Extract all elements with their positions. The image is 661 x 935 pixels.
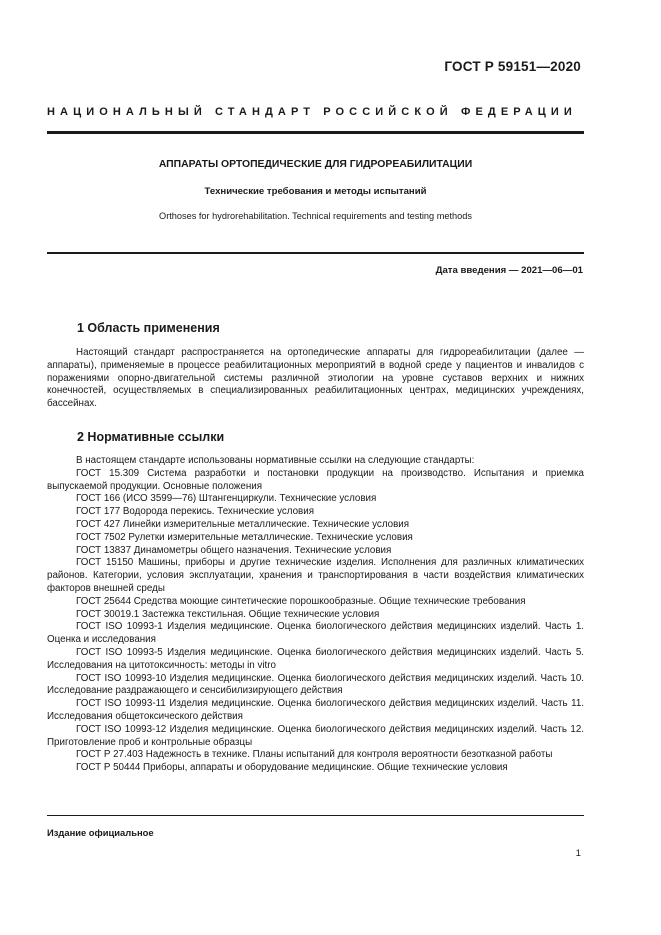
reference-item: ГОСТ ISO 10993-12 Изделия медицинские. Оценка биологического действия медицинских изделий. Часть 12. Приготовление проб и контрольные образцы [47, 723, 584, 748]
reference-item: ГОСТ Р 27.403 Надежность в технике. Планы испытаний для контроля вероятности безотказной работы [76, 749, 553, 761]
footer-divider [47, 815, 584, 816]
reference-item: ГОСТ ISO 10993-11 Изделия медицинские. Оценка биологического действия медицинских изделий. Часть 11. Исследования общетоксического действия [47, 698, 584, 722]
official-edition-label: Издание официальное [47, 827, 154, 838]
reference-item: ГОСТ ISO 10993-5 Изделия медицинские. Оценка биологического действия медицинских изделий. Часть 5. Исследования на цитотоксичность: методы in vitro [47, 646, 584, 671]
national-standard-banner: НАЦИОНАЛЬНЫЙ СТАНДАРТ РОССИЙСКОЙ ФЕДЕРАЦИИ [47, 106, 577, 118]
reference-item: ГОСТ 25644 Средства моющие синтетические порошкообразные. Общие технические требования [76, 595, 526, 607]
document-number: ГОСТ Р 59151—2020 [444, 59, 581, 74]
reference-item: ГОСТ 7502 Рулетки измерительные металлические. Технические условия [76, 531, 413, 543]
page-number: 1 [575, 848, 581, 859]
standard-title: АППАРАТЫ ОРТОПЕДИЧЕСКИЕ ДЛЯ ГИДРОРЕАБИЛИТАЦИИ [158, 159, 473, 170]
reference-item: ГОСТ 166 (ИСО 3599—76) Штангенциркули. Технические условия [76, 493, 377, 505]
reference-list [47, 468, 584, 775]
section-1-body [47, 347, 584, 411]
reference-item: ГОСТ 15.309 Система разработки и постановки продукции на производство. Испытания и приемка выпускаемой продукции. Основные положения [47, 467, 584, 492]
reference-item: ГОСТ 30019.1 Застежка текстильная. Общие технические условия [76, 608, 380, 620]
standard-subtitle: Технические требования и методы испытаний [204, 186, 427, 197]
section-1-heading: 1 Область применения [77, 321, 220, 335]
normative-references [47, 455, 584, 775]
section-2-heading: 2 Нормативные ссылки [77, 430, 225, 444]
reference-item: ГОСТ ISO 10993-10 Изделия медицинские. Оценка биологического действия медицинских изделий. Часть 10. Исследование раздражающего и сенсибилизирующего действия [47, 672, 584, 697]
reference-item: ГОСТ Р 50444 Приборы, аппараты и оборудование медицинские. Общие технические условия [76, 762, 508, 774]
reference-item: ГОСТ 177 Водорода перекись. Технические условия [76, 506, 315, 518]
introduction-date: Дата введения — 2021—06—01 [435, 265, 583, 276]
reference-item: ГОСТ 15150 Машины, приборы и другие технические изделия. Исполнения для различных климатических районов. Категории, условия эксплуатации, хранения и транспортирования в части воздействия климатических факторов внешней среды [47, 557, 584, 594]
reference-item: ГОСТ 427 Линейки измерительные металлические. Технические условия [76, 518, 410, 530]
section-1-paragraph: Настоящий стандарт распространяется на ортопедические аппараты для гидрореабилитации (далее — аппараты), применяемые в процессе реабилитационных мероприятий в водной среде у пациентов и инвалидов с поражениями опорно-двигательной системы различной этиологии на уровне суставов верхних и нижних конечностей, осуществляемых в специализированных реабилитационных центрах, медицинских учреждениях, бассейнах. [47, 347, 584, 410]
title-divider [47, 252, 584, 254]
header-divider [47, 131, 584, 134]
references-intro: В настоящем стандарте использованы нормативные ссылки на следующие стандарты: [76, 455, 475, 466]
reference-item: ГОСТ 13837 Динамометры общего назначения. Технические условия [76, 544, 392, 556]
standard-title-english: Orthoses for hydrorehabilitation. Technical requirements and testing methods [159, 211, 472, 221]
reference-item: ГОСТ ISO 10993-1 Изделия медицинские. Оценка биологического действия медицинских изделий. Часть 1. Оценка и исследования [47, 621, 584, 646]
